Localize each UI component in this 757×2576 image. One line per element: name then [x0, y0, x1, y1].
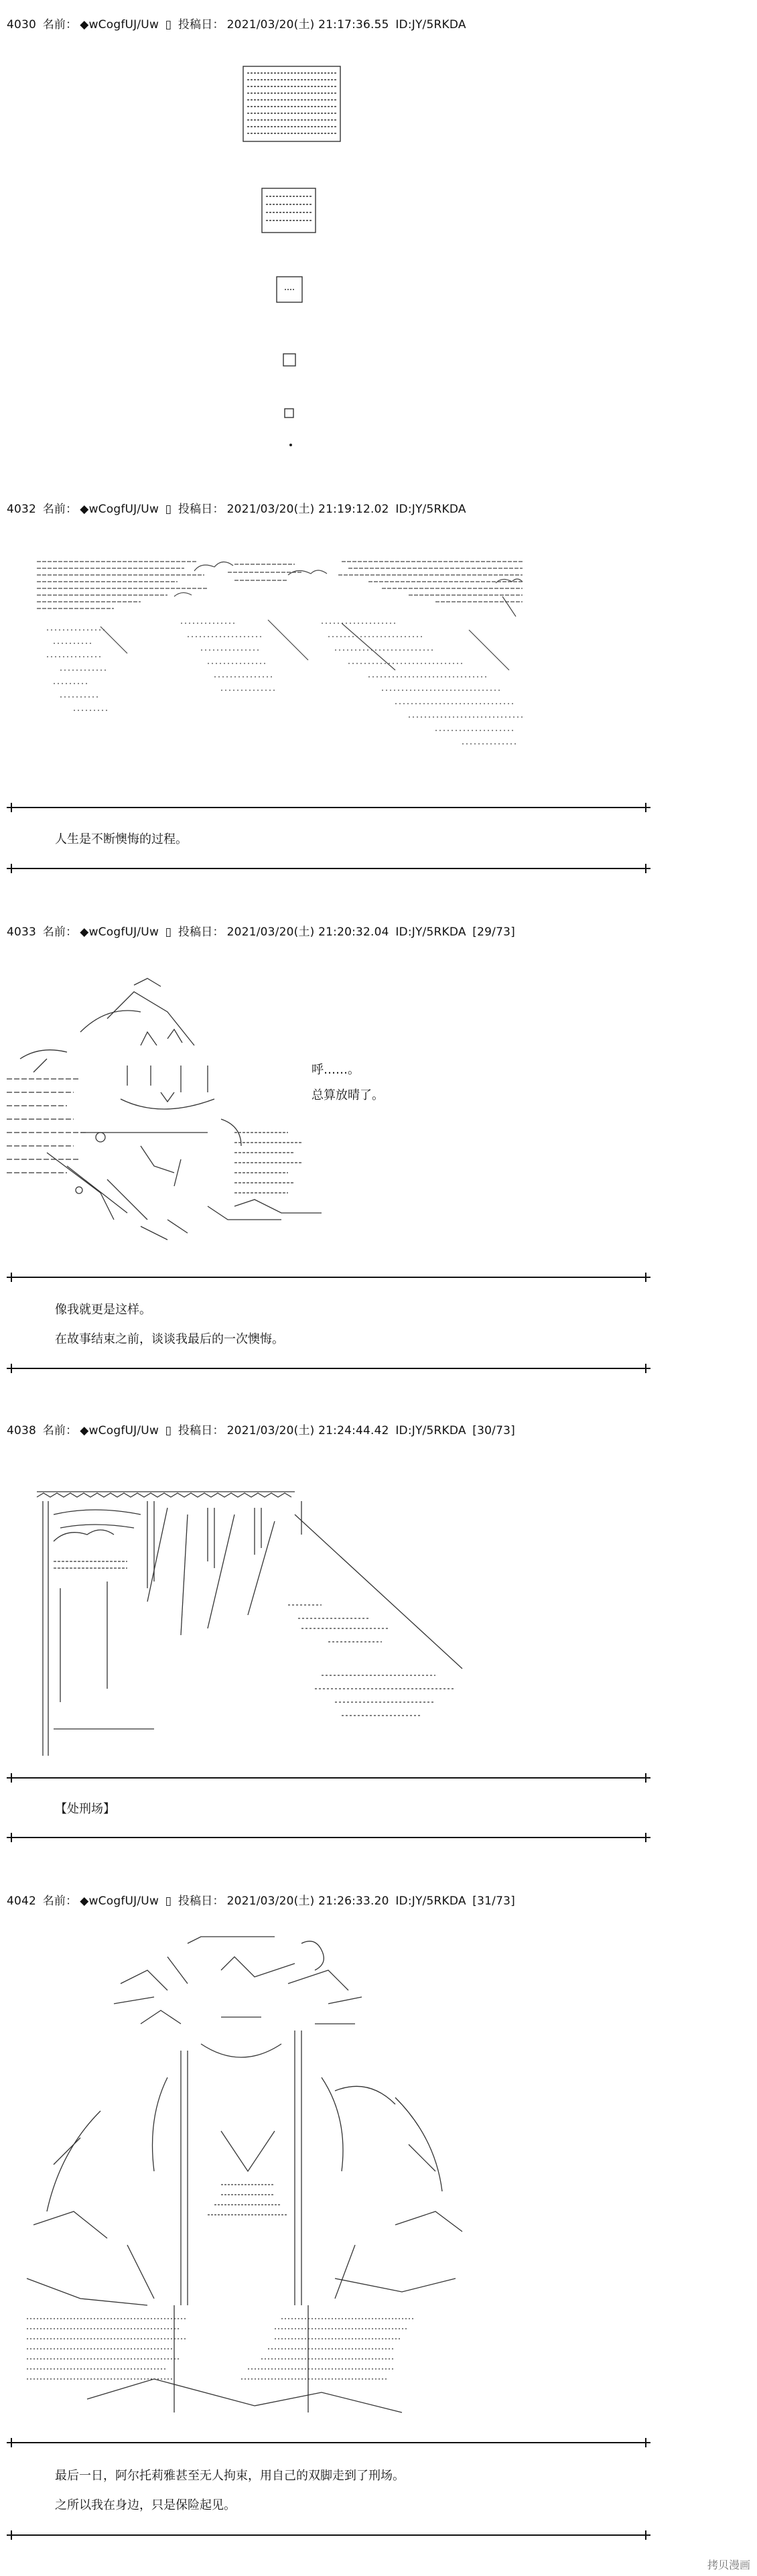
divider-cap — [641, 1833, 650, 1842]
poster-name: ◆wCogfUJ/Uw — [80, 1894, 159, 1908]
ascii-art-execution-ground — [33, 1488, 482, 1769]
post-count: [31/73] — [472, 1894, 515, 1908]
divider-cap — [7, 803, 16, 812]
divider-cap — [7, 2530, 16, 2540]
divider-cap — [641, 1773, 650, 1783]
site-watermark: 拷贝漫画 — [707, 2559, 750, 2571]
poster-id: ID:JY/5RKDA — [395, 1894, 466, 1908]
name-label: 名前： — [42, 1894, 78, 1908]
post-number: 4038 — [7, 1424, 37, 1437]
ascii-art-dot — [289, 444, 292, 446]
speech-line: 总算放晴了。 — [312, 1088, 384, 1102]
divider-cap — [7, 864, 16, 873]
name-label: 名前： — [42, 925, 78, 939]
divider-rule — [7, 2442, 650, 2443]
poster-name: ◆wCogfUJ/Uw — [80, 925, 159, 939]
post-date: 2021/03/20(土) 21:26:33.20 — [226, 1894, 389, 1908]
poster-name: ◆wCogfUJ/Uw — [80, 1424, 159, 1437]
post-header — [7, 15, 469, 31]
separator-glyph: ▯ — [165, 1894, 172, 1908]
narration-text: 最后一日，阿尔托莉雅甚至无人拘束，用自己的双脚走到了刑场。 — [55, 2469, 405, 2483]
poster-id: ID:JY/5RKDA — [395, 1424, 466, 1437]
divider-cap — [7, 1773, 16, 1783]
post-number: 4042 — [7, 1894, 37, 1908]
separator-glyph: ▯ — [165, 503, 172, 516]
post-date: 2021/03/20(土) 21:24:44.42 — [226, 1424, 389, 1437]
divider-cap — [641, 1273, 650, 1282]
name-label: 名前： — [42, 1424, 78, 1437]
narration-text: 人生是不断懊悔的过程。 — [55, 832, 188, 846]
ascii-art-knight-figure — [20, 1930, 489, 2439]
divider-cap — [7, 1364, 16, 1373]
name-label: 名前： — [42, 18, 78, 31]
ascii-art-cloudy-sky — [33, 556, 529, 787]
post-number: 4030 — [7, 18, 37, 31]
separator-glyph: ▯ — [165, 1424, 172, 1437]
divider-rule — [7, 1368, 650, 1369]
divider-cap — [641, 864, 650, 873]
post-header — [7, 1421, 518, 1437]
divider-rule — [7, 1277, 650, 1278]
divider-cap — [641, 2438, 650, 2447]
date-label: 投稿日： — [178, 503, 224, 516]
date-label: 投稿日： — [178, 1894, 224, 1908]
poster-id: ID:JY/5RKDA — [395, 925, 466, 939]
ascii-art-shrinking-panels — [238, 64, 352, 452]
separator-glyph: ▯ — [165, 18, 172, 31]
separator-glyph: ▯ — [165, 925, 172, 939]
name-label: 名前： — [42, 503, 78, 516]
post-number: 4032 — [7, 503, 37, 516]
divider-rule — [7, 2534, 650, 2536]
divider-cap — [7, 2438, 16, 2447]
poster-name: ◆wCogfUJ/Uw — [80, 18, 159, 31]
post-number: 4033 — [7, 925, 37, 939]
post-header — [7, 922, 518, 939]
post-date: 2021/03/20(土) 21:20:32.04 — [226, 925, 389, 939]
post-date: 2021/03/20(土) 21:17:36.55 — [226, 18, 389, 31]
post-count: [30/73] — [472, 1424, 515, 1437]
ascii-art-character-sitting — [7, 965, 328, 1267]
narration-text: 像我就更是这样。 — [55, 1303, 151, 1317]
divider-rule — [7, 868, 650, 869]
divider-rule — [7, 1837, 650, 1838]
narration-text: 之所以我在身边，只是保险起见。 — [55, 2498, 236, 2512]
post-count: [29/73] — [472, 925, 515, 939]
date-label: 投稿日： — [178, 925, 224, 939]
divider-cap — [7, 1833, 16, 1842]
narration-text: 在故事结束之前，谈谈我最后的一次懊悔。 — [55, 1332, 284, 1346]
date-label: 投稿日： — [178, 18, 224, 31]
speech-line: 呼……。 — [312, 1063, 360, 1077]
date-label: 投稿日： — [178, 1424, 224, 1437]
poster-id: ID:JY/5RKDA — [395, 18, 466, 31]
poster-id: ID:JY/5RKDA — [395, 503, 466, 516]
divider-rule — [7, 807, 650, 808]
narration-text: 【处刑场】 — [55, 1802, 115, 1816]
post-header — [7, 1891, 518, 1908]
post-date: 2021/03/20(土) 21:19:12.02 — [226, 503, 389, 516]
poster-name: ◆wCogfUJ/Uw — [80, 503, 159, 516]
post-header — [7, 499, 469, 516]
divider-cap — [7, 1273, 16, 1282]
divider-rule — [7, 1777, 650, 1779]
divider-cap — [641, 1364, 650, 1373]
divider-cap — [641, 2530, 650, 2540]
divider-cap — [641, 803, 650, 812]
